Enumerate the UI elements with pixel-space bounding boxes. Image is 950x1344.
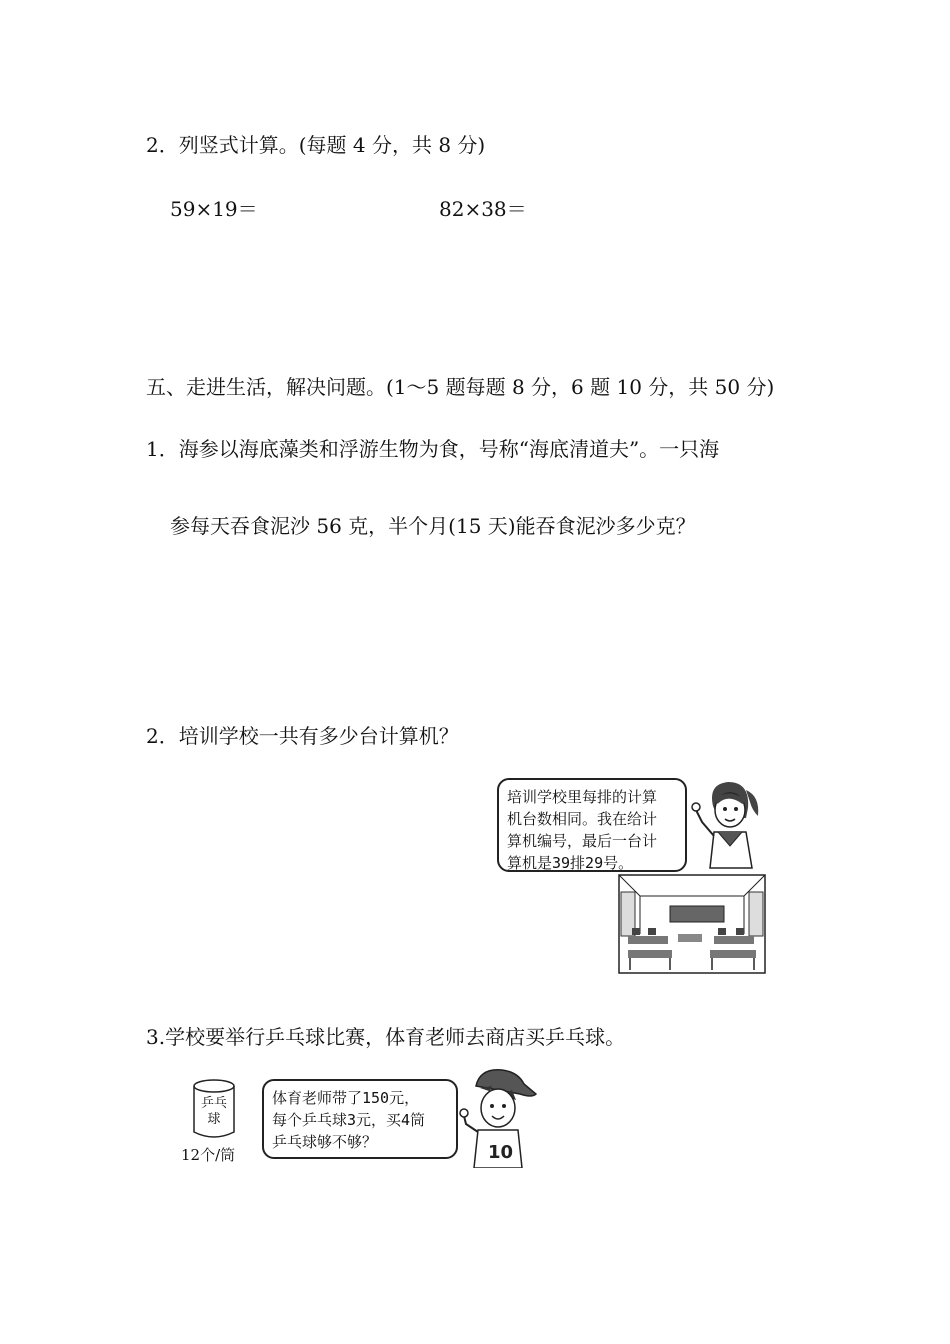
can-label-line: 球 [207,1112,221,1127]
q2-computers-question: 2．培训学校一共有多少台计算机？ [146,724,459,748]
q3-bubble-line: 乒乓球够不够？ [272,1133,378,1151]
can-label-line: 乒乓 [200,1096,227,1111]
boy-illustration [458,1064,538,1168]
can-label [198,1096,230,1128]
q2-bubble-line: 机台数相同。我在给计 [507,810,658,828]
q2-speech-bubble [497,778,687,872]
q2-bubble-line: 培训学校里每排的计算 [507,788,658,806]
q3-speech-bubble [262,1079,458,1159]
expression-59x19: 59×19＝ [170,197,258,221]
jersey-number: 10 [488,1142,514,1163]
q3-pingpong-question: 3.学校要举行乒乓球比赛，体育老师去商店买乒乓球。 [146,1025,626,1049]
can-caption: 12个/筒 [181,1146,236,1164]
q1-text-line1: 1．海参以海底藻类和浮游生物为食，号称“海底清道夫”。一只海 [146,437,720,461]
girl-illustration [688,776,773,872]
q2-bubble-line: 算机是39排29号。 [507,854,634,872]
q2-bubble-line: 算机编号，最后一台计 [507,832,658,850]
q3-bubble-line: 每个乒乓球3元，买4筒 [272,1111,426,1129]
expression-82x38: 82×38＝ [439,197,527,221]
q1-text-line2: 参每天吞食泥沙 56 克，半个月(15 天)能吞食泥沙多少克？ [170,514,696,538]
section-5-heading: 五、走进生活，解决问题。(1～5 题每题 8 分，6 题 10 分，共 50 分) [146,375,775,399]
q2-vertical-calc-title: 2．列竖式计算。(每题 4 分，共 8 分) [146,133,486,157]
q3-bubble-line: 体育老师带了150元， [272,1089,420,1107]
classroom-illustration [618,874,766,974]
